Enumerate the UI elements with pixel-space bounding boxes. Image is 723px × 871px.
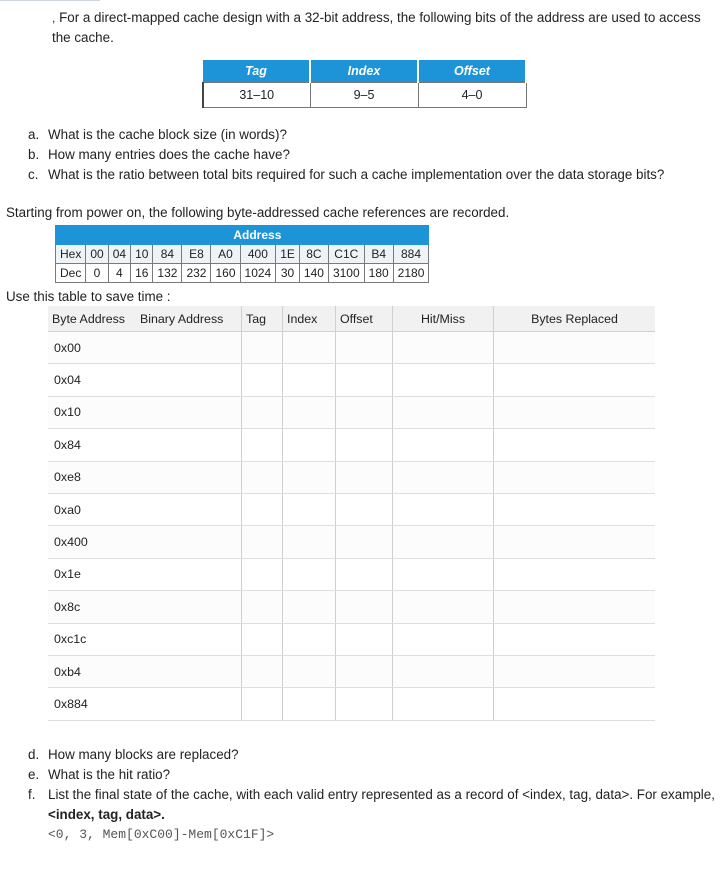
ws-header-byte-address: Byte Address (48, 306, 136, 332)
dec-cell: 2180 (393, 264, 429, 283)
binary-address-input[interactable] (136, 396, 242, 428)
ws-header-offset: Offset (336, 306, 393, 332)
binary-address-input[interactable] (136, 461, 242, 493)
offset-input[interactable] (336, 558, 393, 590)
field-header-offset: Offset (418, 60, 526, 83)
address-table-title: Address (86, 226, 429, 245)
index-input[interactable] (283, 591, 336, 623)
hex-label: Hex (56, 245, 86, 264)
offset-input[interactable] (336, 429, 393, 461)
tag-input[interactable] (242, 688, 283, 720)
byte-address-cell: 0x04 (48, 364, 136, 396)
question-d: d. How many blocks are replaced? (28, 747, 239, 762)
hit-miss-input[interactable] (393, 493, 494, 525)
worksheet-row (48, 396, 655, 428)
byte-address-cell: 0x84 (48, 429, 136, 461)
question-b: b. How many entries does the cache have? (28, 147, 290, 162)
bytes-replaced-input[interactable] (494, 493, 656, 525)
index-input[interactable] (283, 688, 336, 720)
index-input[interactable] (283, 396, 336, 428)
example-code: <0, 3, Mem[0xC00]-Mem[0xC1F]> (48, 827, 275, 842)
tag-input[interactable] (242, 429, 283, 461)
hit-miss-input[interactable] (393, 332, 494, 364)
hit-miss-input[interactable] (393, 429, 494, 461)
binary-address-input[interactable] (136, 364, 242, 396)
tag-input[interactable] (242, 396, 283, 428)
binary-address-input[interactable] (136, 623, 242, 655)
dec-cell: 4 (108, 264, 130, 283)
index-input[interactable] (283, 655, 336, 687)
ws-header-bytes-replaced: Bytes Replaced (494, 306, 656, 332)
worksheet-row (48, 429, 655, 461)
problem-intro (52, 8, 722, 47)
tag-input[interactable] (242, 526, 283, 558)
questions-def (28, 745, 718, 845)
worksheet-row (48, 558, 655, 590)
hex-cell: 04 (108, 245, 130, 264)
dec-cell: 16 (131, 264, 153, 283)
index-input[interactable] (283, 558, 336, 590)
offset-input[interactable] (336, 591, 393, 623)
byte-address-cell: 0x00 (48, 332, 136, 364)
hex-cell: 00 (86, 245, 108, 264)
hex-cell: 84 (153, 245, 182, 264)
byte-address-cell: 0x10 (48, 396, 136, 428)
dec-cell: 30 (276, 264, 300, 283)
tag-input[interactable] (242, 655, 283, 687)
binary-address-input[interactable] (136, 688, 242, 720)
example-record (28, 825, 718, 845)
bytes-replaced-input[interactable] (494, 558, 656, 590)
hex-cell: E8 (182, 245, 211, 264)
address-table (55, 225, 429, 283)
intro-text: For a direct-mapped cache design with a 32-bit address, the following bits of the address are used to access the cache. (52, 10, 701, 45)
ws-header-tag: Tag (242, 306, 283, 332)
binary-address-input[interactable] (136, 429, 242, 461)
hex-cell: 884 (393, 245, 429, 264)
example-format (28, 805, 718, 825)
offset-input[interactable] (336, 364, 393, 396)
worksheet-row (48, 493, 655, 525)
byte-address-cell: 0xb4 (48, 655, 136, 687)
index-input[interactable] (283, 623, 336, 655)
bytes-replaced-input[interactable] (494, 526, 656, 558)
bytes-replaced-input[interactable] (494, 688, 656, 720)
dec-cell: 180 (364, 264, 393, 283)
hit-miss-input[interactable] (393, 688, 494, 720)
hex-cell: 10 (131, 245, 153, 264)
index-input[interactable] (283, 364, 336, 396)
question-f: f. List the final state of the cache, with each valid entry represented as a record of <index, tag, data>. For example, (28, 787, 715, 802)
tag-input[interactable] (242, 493, 283, 525)
worksheet-row (48, 591, 655, 623)
binary-address-input[interactable] (136, 655, 242, 687)
dec-label: Dec (56, 264, 86, 283)
field-bits-tag: 31–10 (203, 83, 310, 108)
bytes-replaced-input[interactable] (494, 396, 656, 428)
index-input[interactable] (283, 461, 336, 493)
hit-miss-input[interactable] (393, 461, 494, 493)
offset-input[interactable] (336, 332, 393, 364)
worksheet-row (48, 364, 655, 396)
dec-cell: 3100 (328, 264, 364, 283)
question-a: a. What is the cache block size (in words)? (28, 127, 287, 142)
byte-address-cell: 0x1e (48, 558, 136, 590)
ws-header-index: Index (283, 306, 336, 332)
hex-cell: 400 (240, 245, 276, 264)
binary-address-input[interactable] (136, 332, 242, 364)
dec-cell: 0 (86, 264, 108, 283)
binary-address-input[interactable] (136, 558, 242, 590)
hit-miss-input[interactable] (393, 623, 494, 655)
worksheet-row (48, 332, 655, 364)
dec-cell: 140 (299, 264, 328, 283)
address-field-table (202, 60, 527, 108)
binary-address-input[interactable] (136, 591, 242, 623)
worksheet-row (48, 688, 655, 720)
hit-miss-input[interactable] (393, 591, 494, 623)
hit-miss-input[interactable] (393, 558, 494, 590)
binary-address-input[interactable] (136, 493, 242, 525)
dec-cell: 232 (182, 264, 211, 283)
tag-input[interactable] (242, 623, 283, 655)
worksheet-row (48, 655, 655, 687)
byte-address-cell: 0xc1c (48, 623, 136, 655)
offset-input[interactable] (336, 655, 393, 687)
questions-abc (28, 125, 718, 185)
dec-cell: 132 (153, 264, 182, 283)
byte-address-cell: 0x8c (48, 591, 136, 623)
hit-miss-input[interactable] (393, 526, 494, 558)
byte-address-cell: 0xe8 (48, 461, 136, 493)
bytes-replaced-input[interactable] (494, 364, 656, 396)
table-hint: Use this table to save time : (6, 289, 171, 304)
offset-input[interactable] (336, 688, 393, 720)
byte-address-cell: 0xa0 (48, 493, 136, 525)
hit-miss-input[interactable] (393, 396, 494, 428)
index-input[interactable] (283, 429, 336, 461)
ws-header-hit-miss: Hit/Miss (393, 306, 494, 332)
offset-input[interactable] (336, 396, 393, 428)
offset-input[interactable] (336, 623, 393, 655)
tag-input[interactable] (242, 332, 283, 364)
question-c: c. What is the ratio between total bits required for such a cache implementation over the data storage bits? (28, 167, 665, 182)
hit-miss-input[interactable] (393, 655, 494, 687)
hex-cell: 8C (299, 245, 328, 264)
field-header-index: Index (310, 60, 418, 83)
byte-address-cell: 0x400 (48, 526, 136, 558)
hit-miss-input[interactable] (393, 364, 494, 396)
offset-input[interactable] (336, 493, 393, 525)
worksheet-row (48, 461, 655, 493)
example-bold: <index, tag, data>. (48, 807, 165, 822)
tag-input[interactable] (242, 591, 283, 623)
hex-row (56, 245, 429, 264)
worksheet-table (48, 306, 655, 721)
binary-address-input[interactable] (136, 526, 242, 558)
refs-intro: Starting from power on, the following byte-addressed cache references are recorded. (6, 205, 510, 220)
dec-cell: 1024 (240, 264, 276, 283)
worksheet-row (48, 623, 655, 655)
offset-input[interactable] (336, 461, 393, 493)
bytes-replaced-input[interactable] (494, 332, 656, 364)
index-input[interactable] (283, 332, 336, 364)
dec-cell: 160 (211, 264, 240, 283)
dec-row (56, 264, 429, 283)
bytes-replaced-input[interactable] (494, 591, 656, 623)
tag-input[interactable] (242, 364, 283, 396)
field-bits-offset: 4–0 (418, 83, 526, 108)
field-header-tag: Tag (203, 60, 310, 83)
bytes-replaced-input[interactable] (494, 623, 656, 655)
ws-header-binary-address: Binary Address (136, 306, 242, 332)
bytes-replaced-input[interactable] (494, 461, 656, 493)
index-input[interactable] (283, 493, 336, 525)
hex-cell: C1C (328, 245, 364, 264)
hex-cell: 1E (276, 245, 300, 264)
index-input[interactable] (283, 526, 336, 558)
hex-cell: B4 (364, 245, 393, 264)
hex-cell: A0 (211, 245, 240, 264)
field-bits-index: 9–5 (310, 83, 418, 108)
worksheet-row (48, 526, 655, 558)
tag-input[interactable] (242, 558, 283, 590)
bytes-replaced-input[interactable] (494, 655, 656, 687)
intro-mark: , (52, 11, 56, 25)
top-rule (0, 0, 100, 1)
bytes-replaced-input[interactable] (494, 429, 656, 461)
tag-input[interactable] (242, 461, 283, 493)
byte-address-cell: 0x884 (48, 688, 136, 720)
question-e: e. What is the hit ratio? (28, 767, 171, 782)
offset-input[interactable] (336, 526, 393, 558)
